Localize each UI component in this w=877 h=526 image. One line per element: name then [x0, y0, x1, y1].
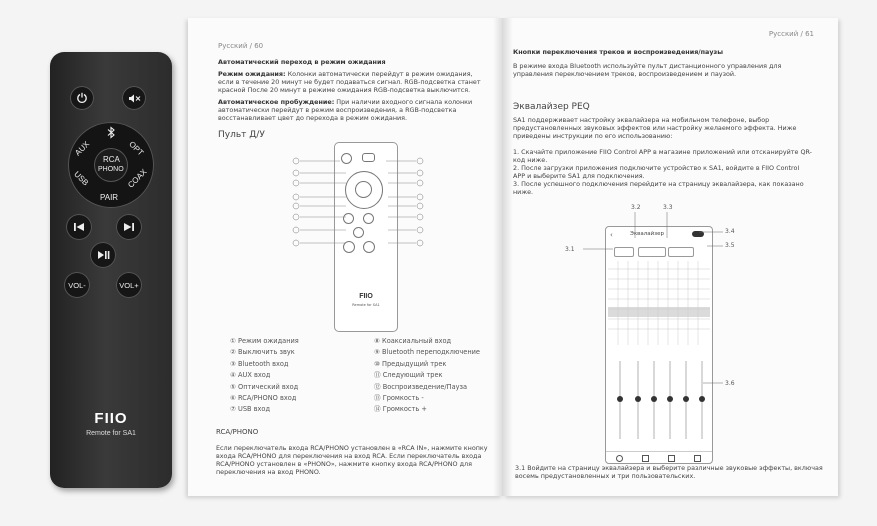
legend-item: ⑤ Оптический вход [230, 382, 299, 391]
back-chevron-icon: ‹ [610, 231, 613, 239]
remote-subtitle: Remote for SA1 [86, 430, 136, 437]
booklet-spine-shadow [493, 18, 513, 496]
track-section-title: Кнопки переключения треков и воспроизведения/паузы [513, 48, 724, 56]
legend-right-column [374, 336, 480, 416]
legend-item: ⑧ Коаксиальный вход [374, 337, 452, 345]
left-page-number: Русский / 60 [218, 42, 264, 50]
remote-section-title: Пульт Д/У [218, 130, 265, 140]
right-page [503, 18, 838, 496]
play-pause-icon [97, 250, 110, 260]
previous-track-button[interactable] [66, 214, 92, 240]
previous-track-icon [73, 222, 85, 232]
left-page [188, 18, 503, 496]
usb-label[interactable]: USB [72, 169, 91, 188]
legend-item: ② Выключить звук [230, 348, 295, 357]
legend-item: ④ AUX вход [230, 371, 271, 380]
mute-icon [128, 93, 141, 104]
input-selector-pad[interactable] [68, 122, 154, 208]
legend-item: ③ Bluetooth вход [230, 359, 289, 368]
tab-bar-divider [606, 451, 712, 452]
callout-3-3: 3.3 [663, 204, 673, 211]
legend-item: ⑬ Громкость - [374, 394, 424, 403]
tab-icon [694, 455, 701, 462]
right-page-number: Русский / 61 [768, 30, 814, 38]
volume-down-button[interactable]: VOL- [64, 272, 90, 298]
power-icon [76, 92, 88, 104]
manual-booklet [188, 18, 838, 496]
rca-paragraph: Если переключатель входа RCA/PHONO установлен в «RCA IN», нажмите кнопку входа RCA/PHONO для переключения на вход RCA. Если переключатель входа RCA/PHONO установлен в «PHONO», нажмите кнопку входа RCA/PHONO для переключения на вход PHONO. [216, 444, 488, 476]
peq-step-1: 1. Скачайте приложение FIIO Control APP в магазине приложений или отсканируйте QR-код ниже. [513, 148, 812, 164]
callout-3-4: 3.4 [725, 228, 735, 235]
volume-up-button[interactable]: VOL+ [116, 272, 142, 298]
remote-control [50, 52, 172, 488]
callout-3-5: 3.5 [725, 242, 735, 249]
phone-callout-lines [579, 208, 729, 388]
peq-intro: SA1 поддерживает настройку эквалайзера на мобильном телефоне, выбор предустановленных звуковых эффектов или настройку желаемого эффекта. Ниже приведены инструкции по его использованию: [513, 116, 797, 140]
tab-icon [668, 455, 675, 462]
legend-left-column [230, 336, 299, 416]
tab-icon [642, 455, 649, 462]
power-button[interactable] [70, 86, 94, 110]
rca-section-title: RCA/PHONO [216, 428, 259, 436]
legend-item: ⑩ Предыдущий трек [374, 359, 447, 368]
callout-3-6: 3.6 [725, 380, 735, 387]
legend-item: ⑦ USB вход [230, 405, 271, 414]
next-track-icon [123, 222, 135, 232]
wake-text: При наличии входного сигнала колонки автоматически перейдут в режим воспроизведения, а RGB-подсветка восстанавливает цвет до перехода в режим ожидания. [218, 98, 473, 122]
standby-section-title: Автоматический переход в режим ожидания [218, 58, 386, 66]
legend-item: ① Режим ожидания [230, 337, 299, 345]
pair-label[interactable]: PAIR [100, 193, 119, 202]
rca-phono-button[interactable] [94, 148, 128, 182]
phono-label: PHONO [98, 166, 124, 173]
callout-3-1: 3.1 [565, 246, 575, 253]
standby-text: Колонки автоматически перейдут в режим ожидания, если в течение 20 минут не будет подаваться сигнал. RGB-подсветка станет красной После 20 минут в режиме ожидания RGB-подсветка выключится. [218, 70, 481, 94]
legend-item: ⑨ Bluetooth переподключение [374, 348, 480, 357]
callout-3-2: 3.2 [631, 204, 641, 211]
next-track-button[interactable] [116, 214, 142, 240]
wake-label: Автоматическое пробуждение: [218, 98, 335, 106]
peq-footer-text: 3.1 Войдите на страницу эквалайзера и выберите различные звуковые эффекты, включая восемь предустановленных и три пользовательских. [515, 464, 823, 480]
standby-paragraph [218, 70, 488, 94]
peq-step-2: 2. После загрузки приложения подключите устройство к SA1, войдите в FIIO Control APP и выберите SA1 для подключения. [513, 164, 800, 180]
remote-diagram-leader-lines [288, 142, 438, 252]
legend-item: ⑭ Громкость + [374, 405, 427, 414]
mute-button[interactable] [122, 86, 146, 110]
tab-icon [616, 455, 623, 462]
diagram-subtitle: Remote for SA1 [352, 303, 380, 307]
opt-label[interactable]: OPT [127, 139, 146, 158]
legend-item: ⑫ Воспроизведение/Пауза [374, 382, 468, 391]
rca-label: RCA [103, 155, 120, 164]
track-section-text: В режиме входа Bluetooth используйте пульт дистанционного управления для управления переключением треков, воспроизведением и паузой. [513, 62, 782, 78]
peq-step-3: 3. После успешного подключения перейдите на страницу эквалайзера, как показано ниже. [513, 180, 804, 196]
legend-item: ⑪ Следующий трек [374, 371, 443, 380]
standby-label: Режим ожидания: [218, 70, 286, 78]
phone-title: Эквалайзер [630, 231, 665, 237]
legend-item: ⑥ RCA/PHONO вход [230, 394, 297, 403]
wake-paragraph [218, 98, 488, 122]
coax-label[interactable]: COAX [126, 167, 149, 190]
play-pause-button[interactable] [90, 242, 116, 268]
aux-label[interactable]: AUX [73, 139, 92, 158]
diagram-brand: FIIO [359, 293, 373, 300]
remote-brand-logo: FIIO [94, 410, 128, 427]
peq-title: Эквалайзер PEQ [513, 102, 590, 112]
bluetooth-icon [106, 126, 116, 139]
